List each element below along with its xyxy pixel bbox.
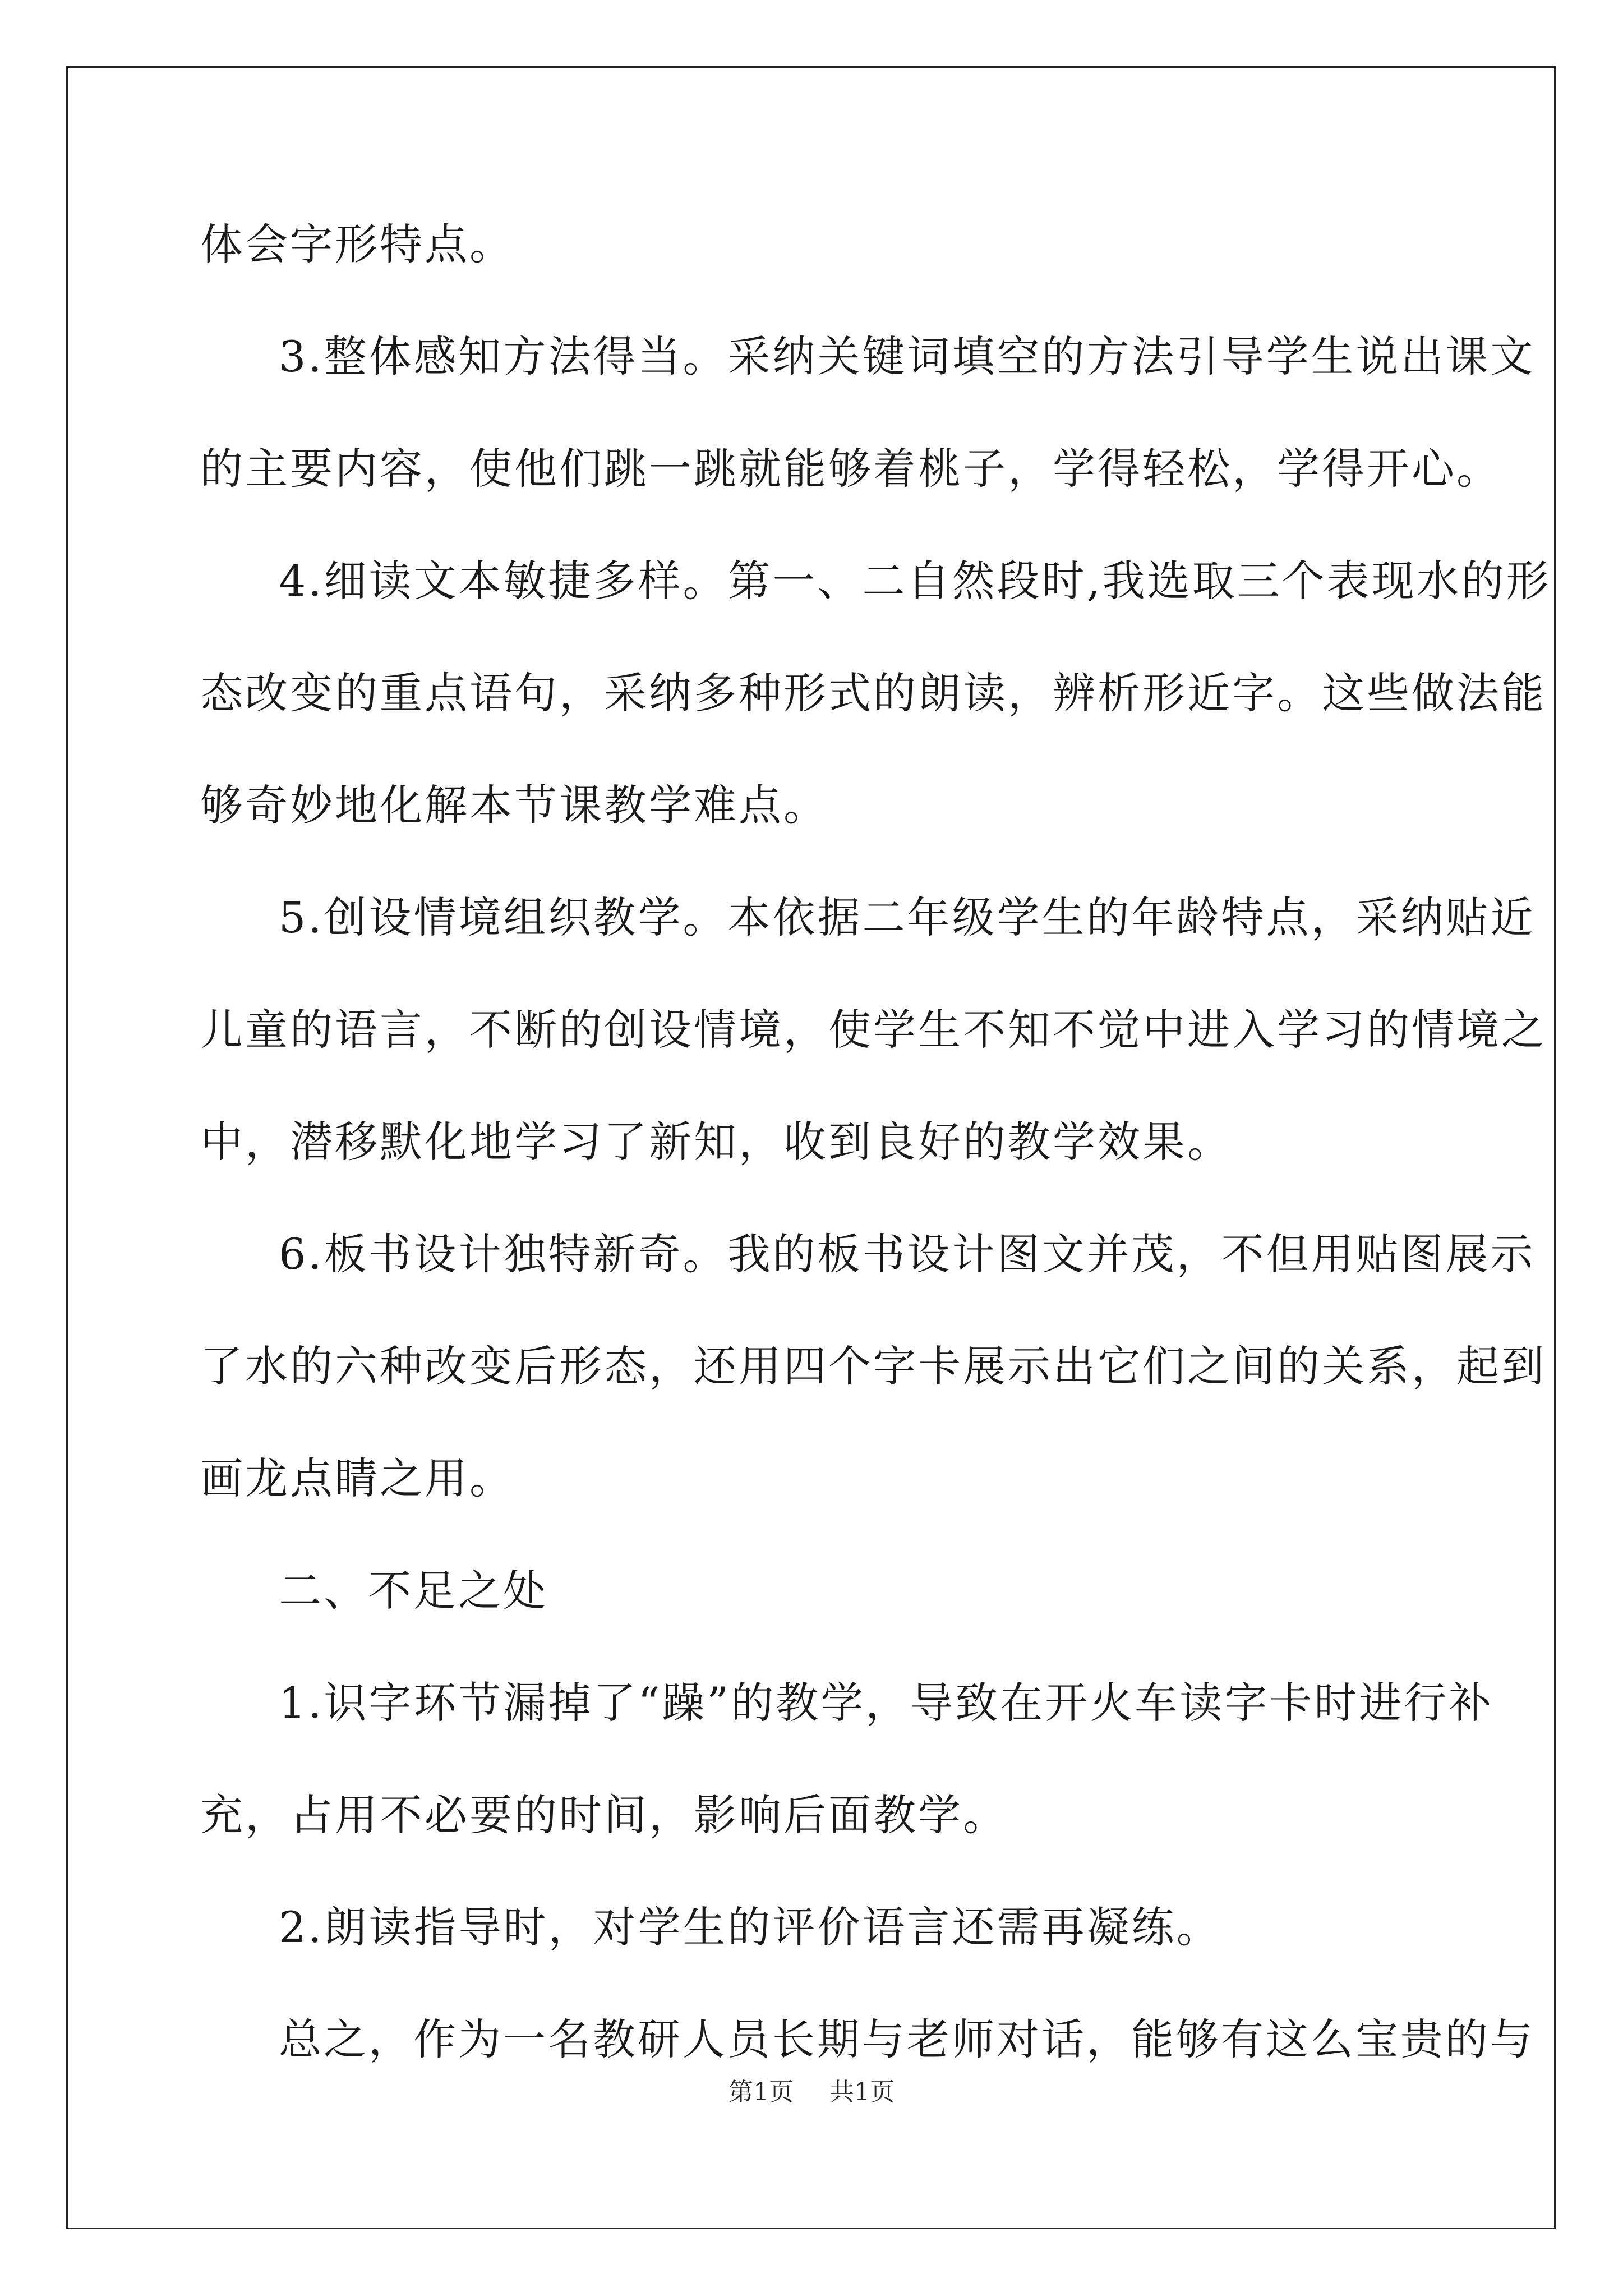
page-footer xyxy=(0,2076,1623,2109)
page-total: 共1页 xyxy=(829,2078,895,2106)
paragraph-line: 画龙点睛之用。 xyxy=(200,1453,514,1503)
paragraph-line: 的主要内容，使他们跳一跳就能够着桃子，学得轻松，学得开心。 xyxy=(200,444,1501,494)
paragraph-line: 中，潜移默化地学习了新知，收到良好的教学效果。 xyxy=(200,1117,1232,1167)
paragraph-line: 儿童的语言，不断的创设情境，使学生不知不觉中进入学习的情境之 xyxy=(200,1005,1546,1055)
paragraph-line: 总之，作为一名教研人员长期与老师对话，能够有这么宝贵的与 xyxy=(279,2014,1535,2064)
paragraph-line: 了水的六种改变后形态，还用四个字卡展示出它们之间的关系，起到 xyxy=(200,1341,1546,1391)
paragraph-line: 体会字形特点。 xyxy=(200,219,514,269)
paragraph-line: 4.细读文本敏捷多样。第一、二自然段时,我选取三个表现水的形 xyxy=(279,556,1551,606)
paragraph-line: 3.整体感知方法得当。采纳关键词填空的方法引导学生说出课文 xyxy=(279,332,1536,381)
section-heading: 二、不足之处 xyxy=(279,1566,548,1616)
paragraph-line: 态改变的重点语句，采纳多种形式的朗读，辨析形近字。这些做法能 xyxy=(200,668,1546,718)
page-number: 第1页 xyxy=(728,2078,794,2106)
paragraph-line: 6.板书设计独特新奇。我的板书设计图文并茂，不但用贴图展示 xyxy=(279,1229,1536,1279)
paragraph-line: 1.识字环节漏掉了“躁”的教学，导致在开火车读字卡时进行补 xyxy=(279,1678,1494,1728)
paragraph-line: 充，占用不必要的时间，影响后面教学。 xyxy=(200,1790,1008,1840)
paragraph-line: 够奇妙地化解本节课教学难点。 xyxy=(200,780,828,830)
paragraph-line: 5.创设情境组织教学。本依据二年级学生的年龄特点，采纳贴近 xyxy=(279,892,1536,942)
paragraph-line: 2.朗读指导时，对学生的评价语言还需再凝练。 xyxy=(279,1902,1221,1952)
